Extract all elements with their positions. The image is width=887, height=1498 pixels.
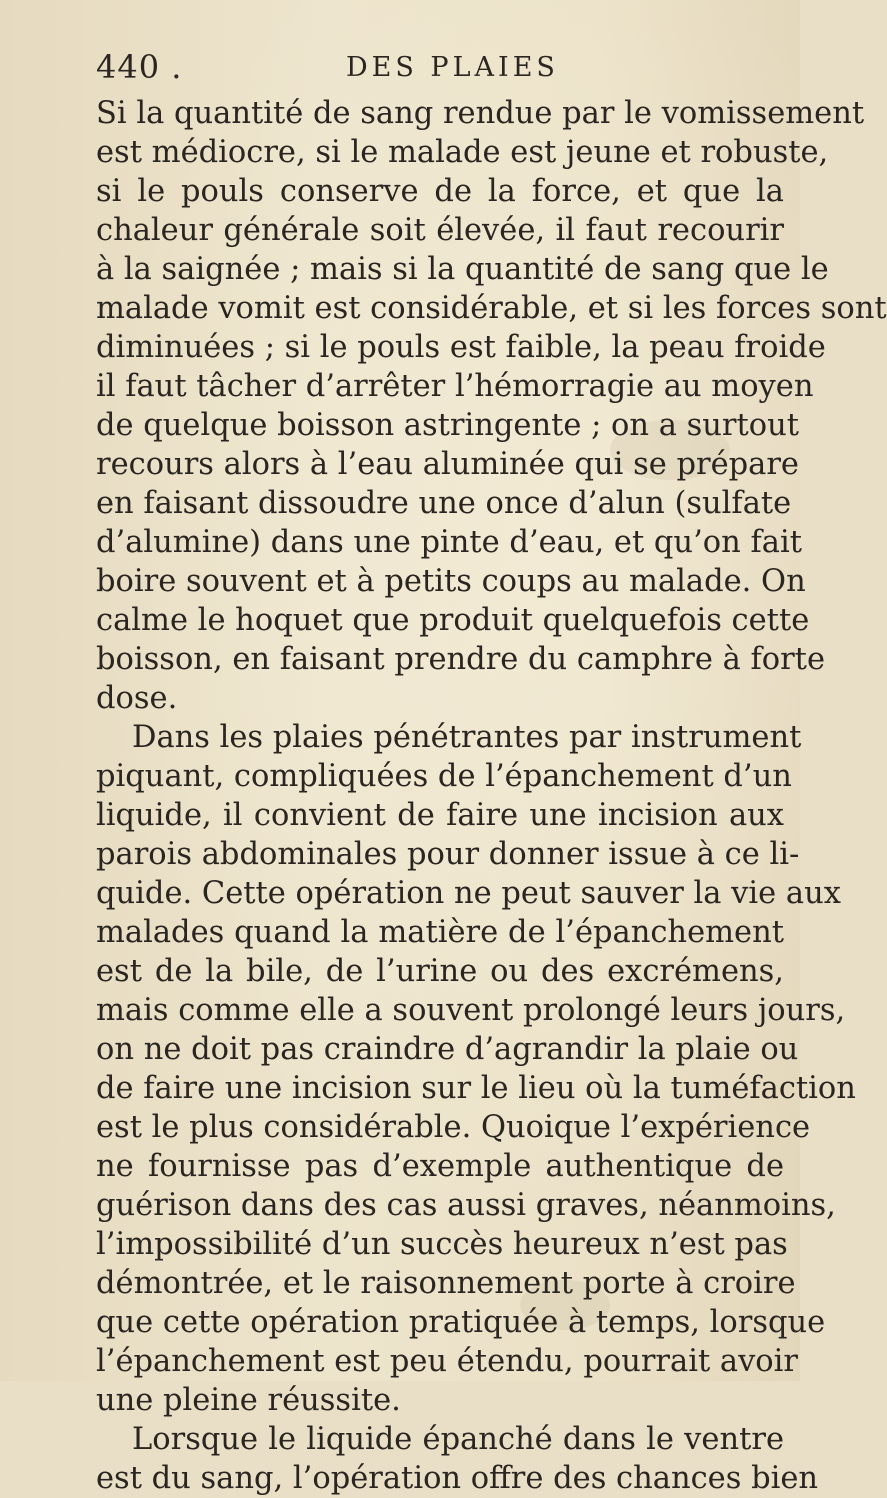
text-line: une pleine réussite. — [96, 1383, 401, 1418]
page-header — [96, 44, 756, 92]
text-line: recours alors à l’eau aluminée qui se prépare — [96, 447, 799, 482]
text-line: Lorsque le liquide épanché dans le ventre — [132, 1422, 784, 1457]
text-line: est de la bile, de l’urine ou des excrémens, — [96, 954, 784, 989]
text-line: que cette opération pratiquée à temps, lorsque — [96, 1305, 826, 1340]
text-line: liquide, il convient de faire une incision aux — [96, 798, 784, 833]
paragraph — [96, 718, 856, 1420]
paragraph — [96, 94, 887, 718]
text-line: malades quand la matière de l’épanchement — [96, 915, 784, 950]
text-line: si le pouls conserve de la force, et que la — [96, 174, 784, 209]
text-line: boire souvent et à petits coups au malade. On — [96, 564, 806, 599]
text-line: guérison dans des cas aussi graves, néanmoins, — [96, 1188, 836, 1223]
text-line: d’alumine) dans une pinte d’eau, et qu’on fait — [96, 525, 802, 560]
text-line: on ne doit pas craindre d’agrandir la plaie ou — [96, 1032, 799, 1067]
body-text — [96, 94, 887, 1498]
text-line: Si la quantité de sang rendue par le vomissement — [96, 96, 865, 131]
text-line: parois abdominales pour donner issue à ce li- — [96, 837, 800, 872]
text-line: dose. — [96, 681, 178, 716]
text-line: en faisant dissoudre une once d’alun (sulfate — [96, 486, 792, 521]
text-line: calme le hoquet que produit quelquefois cette — [96, 603, 810, 638]
text-line: mais comme elle a souvent prolongé leurs jours, — [96, 993, 846, 1028]
text-line: l’épanchement est peu étendu, pourrait avoir — [96, 1344, 799, 1379]
text-line: piquant, compliquées de l’épanchement d’un — [96, 759, 792, 794]
text-line: démontrée, et le raisonnement porte à croire — [96, 1266, 796, 1301]
text-line: à la saignée ; mais si la quantité de sang que le — [96, 252, 829, 287]
text-line: est médiocre, si le malade est jeune et robuste, — [96, 135, 829, 170]
text-line: de faire une incision sur le lieu où la tuméfaction — [96, 1071, 856, 1106]
text-line: est du sang, l’opération offre des chances bien — [96, 1461, 819, 1496]
running-title: DES PLAIES — [346, 52, 559, 83]
text-line: de quelque boisson astringente ; on a surtout — [96, 408, 800, 443]
text-line: ne fournisse pas d’exemple authentique de — [96, 1149, 784, 1184]
text-line: boisson, en faisant prendre du camphre à forte — [96, 642, 825, 677]
text-line: quide. Cette opération ne peut sauver la vie aux — [96, 876, 841, 911]
text-line: l’impossibilité d’un succès heureux n’est pas — [96, 1227, 788, 1262]
text-line: il faut tâcher d’arrêter l’hémorragie au moyen — [96, 369, 814, 404]
text-line: Dans les plaies pénétrantes par instrument — [132, 720, 802, 755]
text-line: malade vomit est considérable, et si les forces sont — [96, 291, 887, 326]
paragraph — [96, 1420, 819, 1498]
text-line: chaleur générale soit élevée, il faut recourir — [96, 213, 784, 248]
page-number: 440 . — [96, 48, 183, 86]
text-line: diminuées ; si le pouls est faible, la peau froide — [96, 330, 826, 365]
text-line: est le plus considérable. Quoique l’expérience — [96, 1110, 811, 1145]
